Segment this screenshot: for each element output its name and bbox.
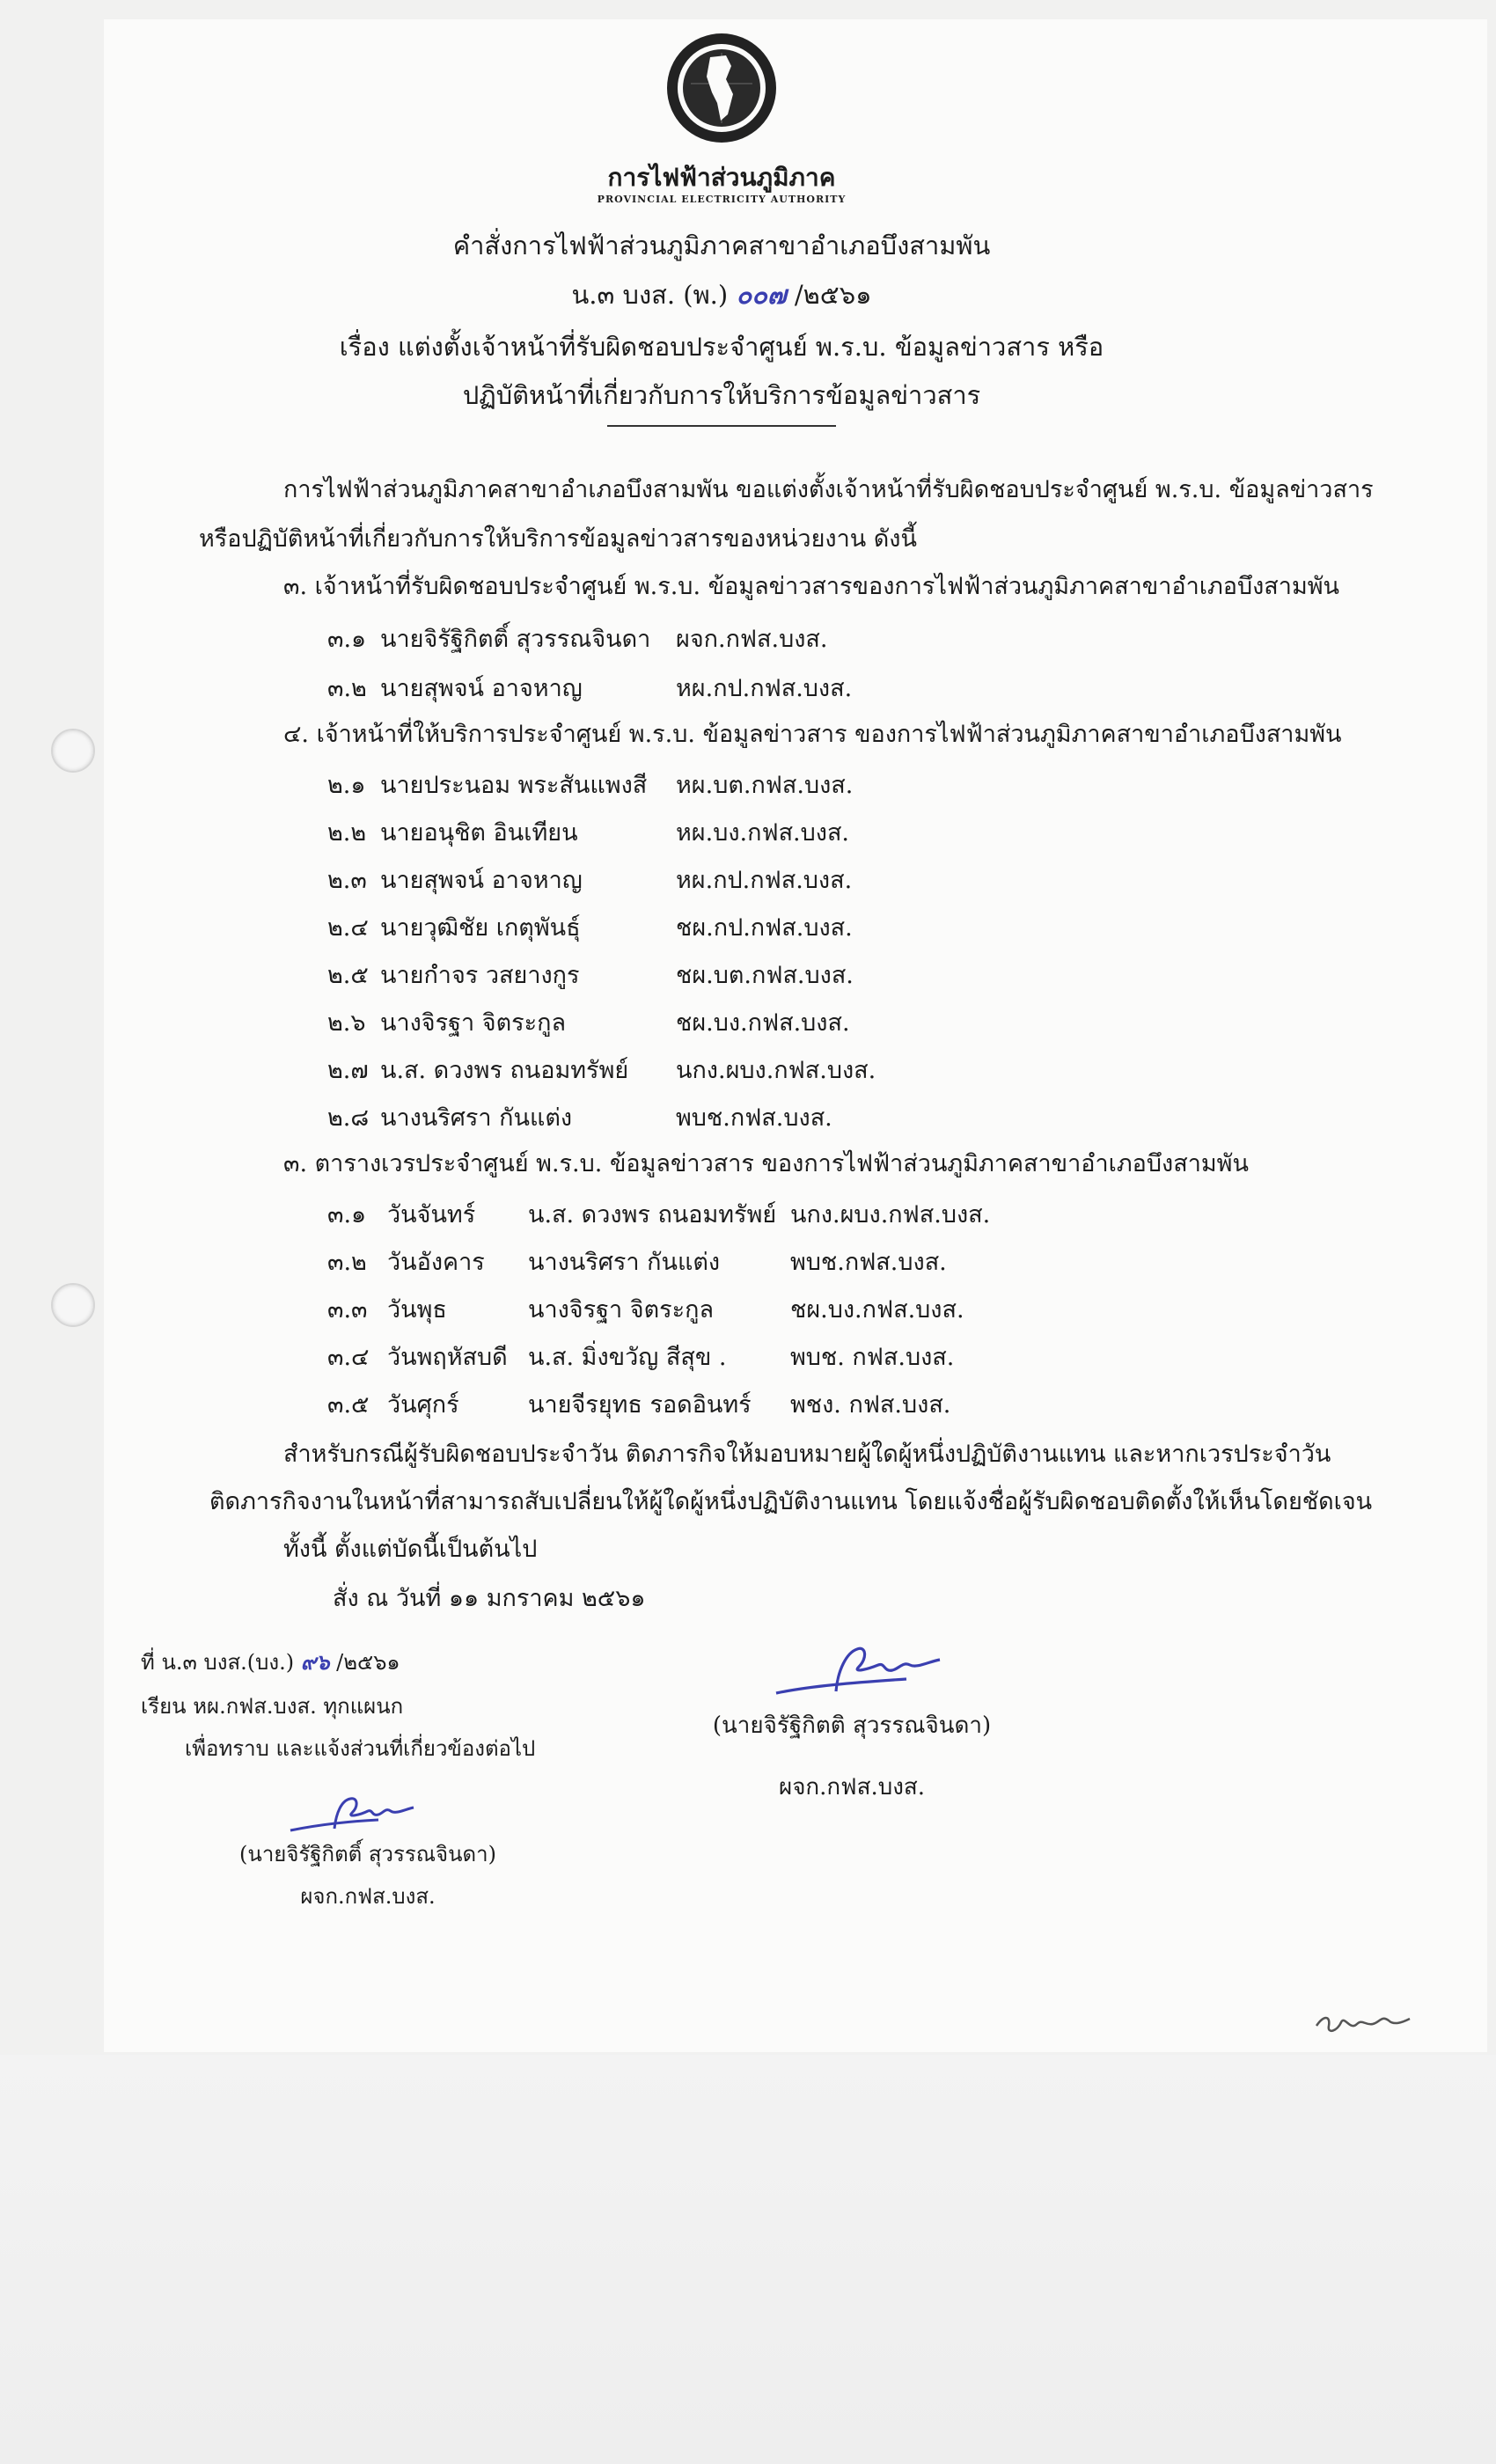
org-name-thai: การไฟฟ้าส่วนภูมิภาค xyxy=(607,163,836,192)
section3-row-position: พบช.กฟส.บงส. xyxy=(790,1249,947,1276)
reference-number xyxy=(141,1647,400,1677)
reference-suffix: /๒๕๖๑ xyxy=(329,1650,400,1675)
section2-row-no: ๒.๘ xyxy=(327,1104,370,1132)
reference-handwritten: ๙๖ xyxy=(300,1650,330,1675)
margin-initials-icon xyxy=(1311,1999,1417,2043)
right-signer-position: ผจก.กฟส.บงส. xyxy=(778,1774,926,1800)
closing-line-3: ทั้งนี้ ตั้งแต่บัดนี้เป็นต้นไป xyxy=(283,1536,538,1563)
section1-row-position: ผจก.กฟส.บงส. xyxy=(676,626,828,653)
section2-row-name: น.ส. ดวงพร ถนอมทรัพย์ xyxy=(380,1057,629,1084)
section2-row-name: นายสุพจน์ อาจหาญ xyxy=(380,867,583,894)
addressee-line: เรียน หผ.กฟส.บงส. ทุกแผนก xyxy=(141,1694,404,1719)
section3-row-name: น.ส. มิ่งขวัญ สีสุข . xyxy=(528,1344,727,1371)
section2-row-position: หผ.บต.กฟส.บงส. xyxy=(676,772,854,799)
intro-line-2: หรือปฏิบัติหน้าที่เกี่ยวกับการให้บริการข้อมูลข่าวสารของหน่วยงาน ดังนี้ xyxy=(199,525,917,553)
pea-logo-icon xyxy=(664,31,779,145)
left-signer-name: (นายจิรัฐิกิตติ์ สุวรรณจินดา) xyxy=(239,1842,496,1866)
section3-row-day: วันพุธ xyxy=(387,1296,447,1324)
order-number xyxy=(571,280,871,310)
section3-row-day: วันอังคาร xyxy=(387,1249,485,1276)
order-number-handwritten: ๐๐๗ xyxy=(736,280,787,310)
section2-row-no: ๒.๑ xyxy=(327,772,366,799)
section1-row-no: ๓.๒ xyxy=(327,675,367,702)
section2-row-name: นายวุฒิชัย เกตุพันธุ์ xyxy=(380,914,581,942)
section2-row-no: ๒.๖ xyxy=(327,1009,366,1037)
section2-row-position: หผ.บง.กฟส.บงส. xyxy=(676,819,850,847)
section3-row-day: วันพฤหัสบดี xyxy=(387,1344,508,1371)
signature-right-icon xyxy=(766,1635,950,1714)
section1-row-name: นายจิรัฐิกิตติ์ สุวรรณจินดา xyxy=(380,626,651,653)
section3-row-no: ๓.๓ xyxy=(327,1296,368,1324)
section2-row-position: นกง.ผบง.กฟส.บงส. xyxy=(676,1057,876,1084)
reference-prefix: ที่ น.๓ บงส.(บง.) xyxy=(141,1650,301,1675)
closing-line-2: ติดภารกิจงานในหน้าที่สามารถสับเปลี่ยนให้ผู้ใดผู้หนึ่งปฏิบัติงานแทน โดยแจ้งชื่อผู้รับผิดชอบติดตั้งให้เห็นโดยชัดเจน xyxy=(209,1488,1373,1515)
intro-line-1: การไฟฟ้าส่วนภูมิภาคสาขาอำเภอบึงสามพัน ขอแต่งตั้งเจ้าหน้าที่รับผิดชอบประจำศูนย์ พ.ร.บ. ข้อมูลข่าวสาร xyxy=(283,476,1374,503)
section2-row-no: ๒.๔ xyxy=(327,914,369,942)
subject-line-2: ปฏิบัติหน้าที่เกี่ยวกับการให้บริการข้อมูลข่าวสาร xyxy=(462,380,981,410)
section3-row-no: ๓.๒ xyxy=(327,1249,367,1276)
punch-hole xyxy=(51,1283,95,1327)
purpose-line: เพื่อทราบ และแจ้งส่วนที่เกี่ยวข้องต่อไป xyxy=(185,1736,536,1761)
section3-heading: ๓. ตารางเวรประจำศูนย์ พ.ร.บ. ข้อมูลข่าวสาร ของการไฟฟ้าส่วนภูมิภาคสาขาอำเภอบึงสามพัน xyxy=(283,1150,1249,1177)
section3-row-no: ๓.๑ xyxy=(327,1201,367,1228)
section3-row-position: พชง. กฟส.บงส. xyxy=(790,1391,951,1419)
section2-row-name: นายกำจร วสยางกูร xyxy=(380,962,580,989)
section2-row-position: ชผ.กป.กฟส.บงส. xyxy=(676,914,853,942)
order-date: สั่ง ณ วันที่ ๑๑ มกราคม ๒๕๖๑ xyxy=(333,1585,646,1612)
section3-row-day: วันจันทร์ xyxy=(387,1201,476,1228)
order-title: คำสั่งการไฟฟ้าส่วนภูมิภาคสาขาอำเภอบึงสามพัน xyxy=(452,231,991,260)
section1-row-position: หผ.กป.กฟส.บงส. xyxy=(676,675,853,702)
section2-row-name: นายอนุชิต อินเทียน xyxy=(380,819,578,847)
order-number-year: /๒๕๖๑ xyxy=(786,280,872,310)
section2-row-name: นางจิรฐา จิตระกูล xyxy=(380,1009,567,1037)
section2-row-no: ๒.๒ xyxy=(327,819,367,847)
section3-row-no: ๓.๔ xyxy=(327,1344,370,1371)
right-signer-name: (นายจิรัฐิกิตติ สุวรรณจินดา) xyxy=(712,1712,992,1739)
section2-row-position: หผ.กป.กฟส.บงส. xyxy=(676,867,853,894)
section1-heading: ๓. เจ้าหน้าที่รับผิดชอบประจำศูนย์ พ.ร.บ. ข้อมูลข่าวสารของการไฟฟ้าส่วนภูมิภาคสาขาอำเภอบึงสามพัน xyxy=(283,573,1339,600)
section1-row-name: นายสุพจน์ อาจหาญ xyxy=(380,675,583,702)
left-signer-position: ผจก.กฟส.บงส. xyxy=(300,1884,436,1909)
section3-row-position: พบช. กฟส.บงส. xyxy=(790,1344,955,1371)
section2-row-no: ๒.๗ xyxy=(327,1057,369,1084)
section3-row-name: นายจีรยุทธ รอดอินทร์ xyxy=(528,1391,752,1419)
org-name-english: PROVINCIAL ELECTRICITY AUTHORITY xyxy=(597,194,847,205)
section2-row-no: ๒.๓ xyxy=(327,867,367,894)
blank-lower-area xyxy=(0,2055,1496,2464)
section2-row-name: นางนริศรา กันแต่ง xyxy=(380,1104,573,1132)
section3-row-day: วันศุกร์ xyxy=(387,1391,459,1419)
section3-row-name: นางจิรฐา จิตระกูล xyxy=(528,1296,715,1324)
section2-row-name: นายประนอม พระสันแพงสี xyxy=(380,772,648,799)
punch-hole xyxy=(51,729,95,773)
subject-line-1: เรื่อง แต่งตั้งเจ้าหน้าที่รับผิดชอบประจำศูนย์ พ.ร.บ. ข้อมูลข่าวสาร หรือ xyxy=(339,332,1104,362)
section1-row-no: ๓.๑ xyxy=(327,626,367,653)
section2-row-position: พบช.กฟส.บงส. xyxy=(676,1104,832,1132)
title-divider xyxy=(607,425,836,427)
closing-line-1: สำหรับกรณีผู้รับผิดชอบประจำวัน ติดภารกิจให้มอบหมายผู้ใดผู้หนึ่งปฏิบัติงานแทน และหากเวรประจำวัน xyxy=(283,1441,1331,1468)
section3-row-position: นกง.ผบง.กฟส.บงส. xyxy=(790,1201,991,1228)
section3-row-position: ชผ.บง.กฟส.บงส. xyxy=(790,1296,964,1324)
section2-row-position: ชผ.บต.กฟส.บงส. xyxy=(676,962,854,989)
order-number-prefix: น.๓ บงส. (พ.) xyxy=(571,280,737,310)
section2-row-position: ชผ.บง.กฟส.บงส. xyxy=(676,1009,850,1037)
section3-row-name: นางนริศรา กันแต่ง xyxy=(528,1249,721,1276)
section2-row-no: ๒.๕ xyxy=(327,962,369,989)
section3-row-name: น.ส. ดวงพร ถนอมทรัพย์ xyxy=(528,1201,777,1228)
section2-heading: ๔. เจ้าหน้าที่ให้บริการประจำศูนย์ พ.ร.บ. ข้อมูลข่าวสาร ของการไฟฟ้าส่วนภูมิภาคสาขาอำเภอบึงสามพัน xyxy=(283,721,1342,748)
section3-row-no: ๓.๕ xyxy=(327,1391,370,1419)
